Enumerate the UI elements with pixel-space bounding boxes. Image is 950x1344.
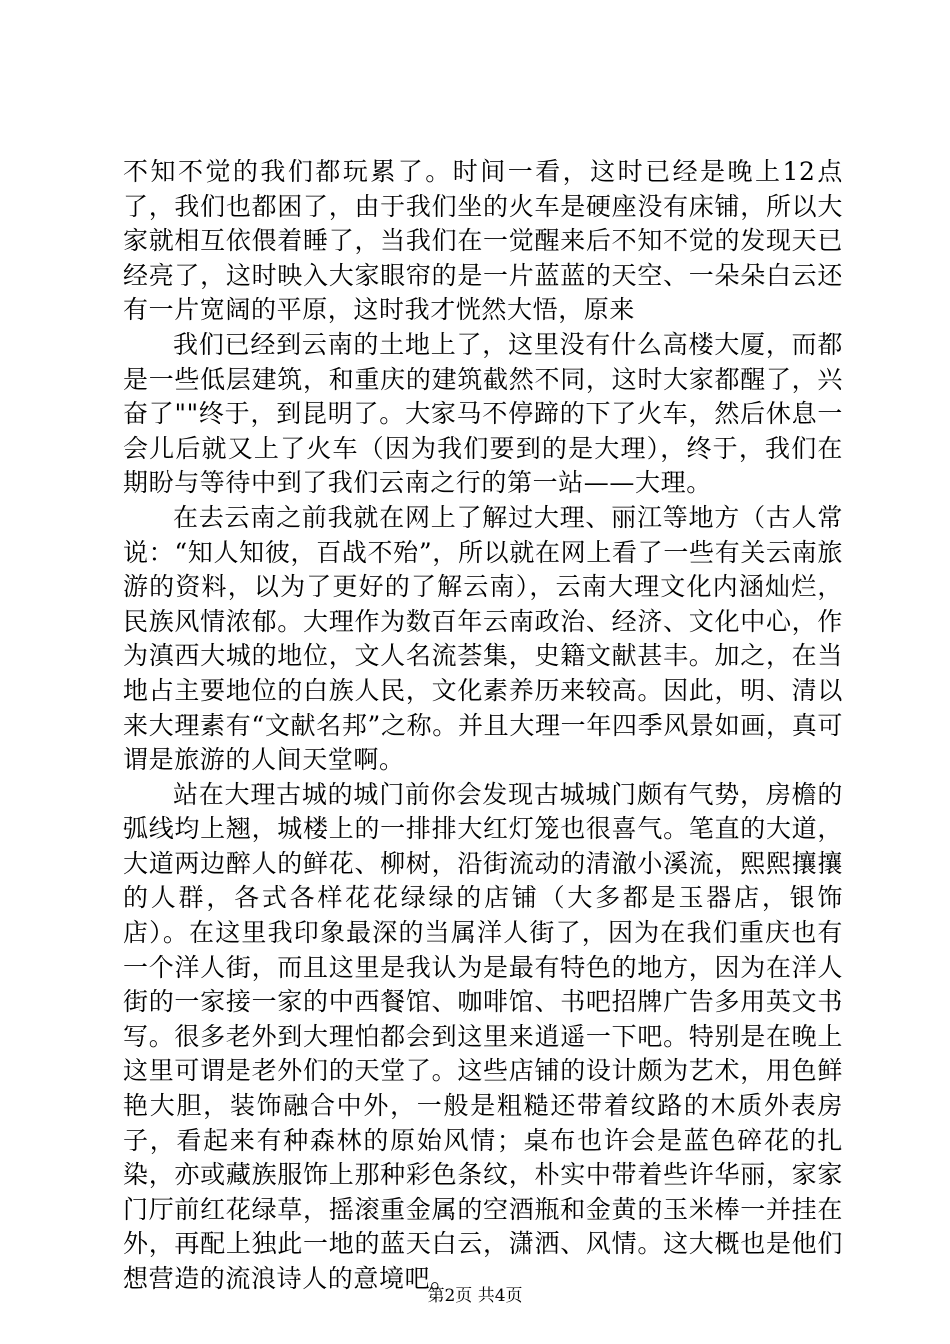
- paragraph-2: 我们已经到云南的土地上了，这里没有什么高楼大厦，而都是一些低层建筑，和重庆的建筑截然不同，这时大家都醒了，兴奋了""终于，到昆明了。大家马不停蹄的下了火车，然后休息一会儿后就又上了火车（因为我们要到的是大理），终于，我们在期盼与等待中到了我们云南之行的第一站——大理。: [123, 329, 843, 498]
- paragraph-3: 在去云南之前我就在网上了解过大理、丽江等地方（古人常说：“知人知彼，百战不殆”，所以就在网上看了一些有关云南旅游的资料，以为了更好的了解云南），云南大理文化内涵灿烂，民族风情浓郁。大理作为数百年云南政治、经济、文化中心，作为滇西大城的地位，文人名流荟集，史籍文献甚丰。加之，在当地占主要地位的白族人民，文化素养历来较高。因此，明、清以来大理素有“文献名邦”之称。并且大理一年四季风景如画，真可谓是旅游的人间天堂啊。: [123, 502, 843, 775]
- paragraph-1: 不知不觉的我们都玩累了。时间一看，这时已经是晚上12点了，我们也都困了，由于我们坐的火车是硬座没有床铺，所以大家就相互依偎着睡了，当我们在一觉醒来后不知不觉的发现天已经亮了，这时映入大家眼帘的是一片蓝蓝的天空、一朵朵白云还有一片宽阔的平原，这时我才恍然大悟，原来: [123, 157, 843, 325]
- body-text: [123, 155, 843, 1297]
- paragraph-4: 站在大理古城的城门前你会发现古城城门颇有气势，房檐的弧线均上翘，城楼上的一排排大红灯笼也很喜气。笔直的大道，大道两边醉人的鲜花、柳树，沿街流动的清澈小溪流，熙熙攘攘的人群，各式各样花花绿绿的店铺（大多都是玉器店，银饰店）。在这里我印象最深的当属洋人街了，因为在我们重庆也有一个洋人街，而且这里是我认为是最有特色的地方，因为在洋人街的一家接一家的中西餐馆、咖啡馆、书吧招牌广告多用英文书写。很多老外到大理怕都会到这里来逍遥一下吧。特别是在晚上这里可谓是老外们的天堂了。这些店铺的设计颇为艺术，用色鲜艳大胆，装饰融合中外，一般是粗糙还带着纹路的木质外表房子，看起来有种森林的原始风情；桌布也许会是蓝色碎花的扎染，亦或藏族服饰上那种彩色条纹，朴实中带着些许华丽，家家门厅前红花绿草，摇滚重金属的空酒瓶和金黄的玉米棒一并挂在外，再配上独此一地的蓝天白云，潇洒、风情。这大概也是他们想营造的流浪诗人的意境吧。: [123, 779, 843, 1293]
- page-number-label: 第2页 共4页: [427, 1286, 523, 1306]
- page-footer: [0, 1286, 950, 1306]
